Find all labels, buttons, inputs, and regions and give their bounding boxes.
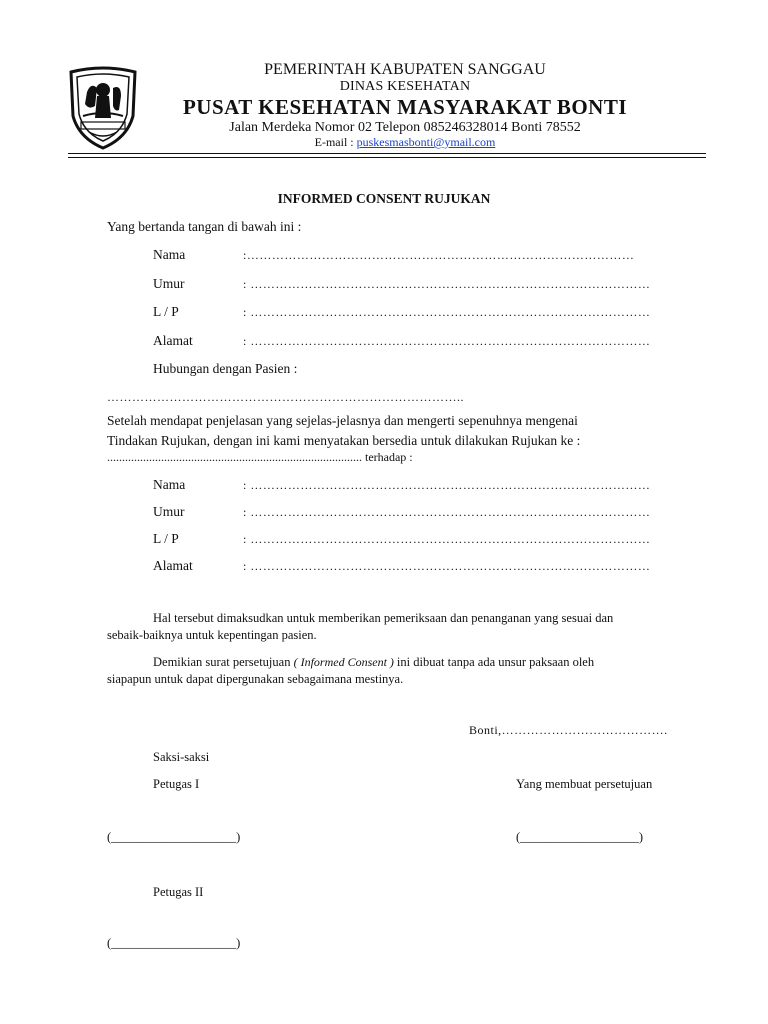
letterhead-rule-thick bbox=[68, 153, 706, 154]
purpose-line-1: Hal tersebut dimaksudkan untuk memberikan pemeriksaan dan penanganan yang sesuai dan bbox=[153, 611, 614, 625]
closing-line-2: siapapun untuk dapat dipergunakan sebagaimana mestinya. bbox=[107, 672, 404, 686]
signer-hubungan-field[interactable]: ………………………………………………………………………….. bbox=[107, 390, 464, 404]
terhadap-label: terhadap : bbox=[362, 450, 413, 464]
referral-destination-field[interactable]: ..................................................................................... bbox=[107, 450, 362, 464]
signer-alamat-field[interactable]: : …………………………………………………………………………………… bbox=[243, 334, 651, 348]
explain-line-1: Setelah mendapat penjelasan yang sejelas-jelasnya dan mengerti sepenuhnya mengenai bbox=[107, 413, 578, 428]
signer-hubungan-label: Hubungan dengan Pasien : bbox=[153, 361, 298, 376]
petugas-1-signature-line[interactable]: (____________________) bbox=[107, 830, 241, 844]
petugas-1-label: Petugas I bbox=[153, 777, 200, 791]
header-address: Jalan Merdeka Nomor 02 Telepon 085246328014 Bonti 78552 bbox=[229, 120, 581, 135]
purpose-line-2: sebaik-baiknya untuk kepentingan pasien. bbox=[107, 628, 317, 642]
patient-alamat-label: Alamat bbox=[153, 558, 193, 573]
header-department: DINAS KESEHATAN bbox=[339, 79, 471, 94]
signer-alamat-label: Alamat bbox=[153, 333, 193, 348]
explain-line-3 bbox=[107, 450, 413, 465]
patient-umur-field[interactable]: : …………………………………………………………………………………… bbox=[243, 505, 651, 519]
place-date-field[interactable]: Bonti,…………………………………. bbox=[469, 723, 668, 737]
petugas-2-label: Petugas II bbox=[153, 885, 204, 899]
intro-text: Yang bertanda tangan di bawah ini : bbox=[107, 219, 302, 234]
closing-post: ini dibuat tanpa ada unsur paksaan oleh bbox=[396, 655, 595, 669]
email-label: E-mail : bbox=[314, 135, 357, 149]
signer-nama-label: Nama bbox=[153, 247, 186, 262]
maker-label: Yang membuat persetujuan bbox=[516, 777, 653, 791]
closing-informed-consent: ( Informed Consent ) bbox=[293, 655, 397, 669]
petugas-2-signature-line[interactable]: (____________________) bbox=[107, 936, 241, 950]
maker-signature-line[interactable]: (___________________) bbox=[516, 830, 644, 844]
patient-alamat-field[interactable]: : …………………………………………………………………………………… bbox=[243, 559, 651, 573]
header-email bbox=[145, 135, 665, 150]
document-title: INFORMED CONSENT RUJUKAN bbox=[277, 191, 491, 206]
signer-lp-label: L / P bbox=[153, 304, 179, 319]
header-government: PEMERINTAH KABUPATEN SANGGAU bbox=[264, 61, 546, 78]
email-link[interactable]: puskesmasbonti@ymail.com bbox=[356, 135, 496, 149]
witnesses-heading: Saksi-saksi bbox=[153, 750, 210, 764]
signer-nama-field[interactable]: :………………………………………………………………………………… bbox=[243, 248, 635, 262]
header-institution: PUSAT KESEHATAN MASYARAKAT BONTI bbox=[182, 95, 628, 119]
signer-umur-label: Umur bbox=[153, 276, 185, 291]
patient-lp-label: L / P bbox=[153, 531, 179, 546]
signer-lp-field[interactable]: : …………………………………………………………………………………… bbox=[243, 305, 651, 319]
explain-line-2: Tindakan Rujukan, dengan ini kami menyatakan bersedia untuk dilakukan Rujukan ke : bbox=[107, 433, 581, 448]
kabupaten-sanggau-emblem bbox=[67, 66, 139, 150]
patient-lp-field[interactable]: : …………………………………………………………………………………… bbox=[243, 532, 651, 546]
patient-umur-label: Umur bbox=[153, 504, 185, 519]
closing-pre: Demikian surat persetujuan bbox=[153, 655, 294, 669]
letterhead-rule-thin bbox=[68, 157, 706, 158]
patient-nama-label: Nama bbox=[153, 477, 186, 492]
patient-nama-field[interactable]: : …………………………………………………………………………………… bbox=[243, 478, 651, 492]
signer-umur-field[interactable]: : …………………………………………………………………………………… bbox=[243, 277, 651, 291]
closing-line-1 bbox=[153, 655, 594, 670]
